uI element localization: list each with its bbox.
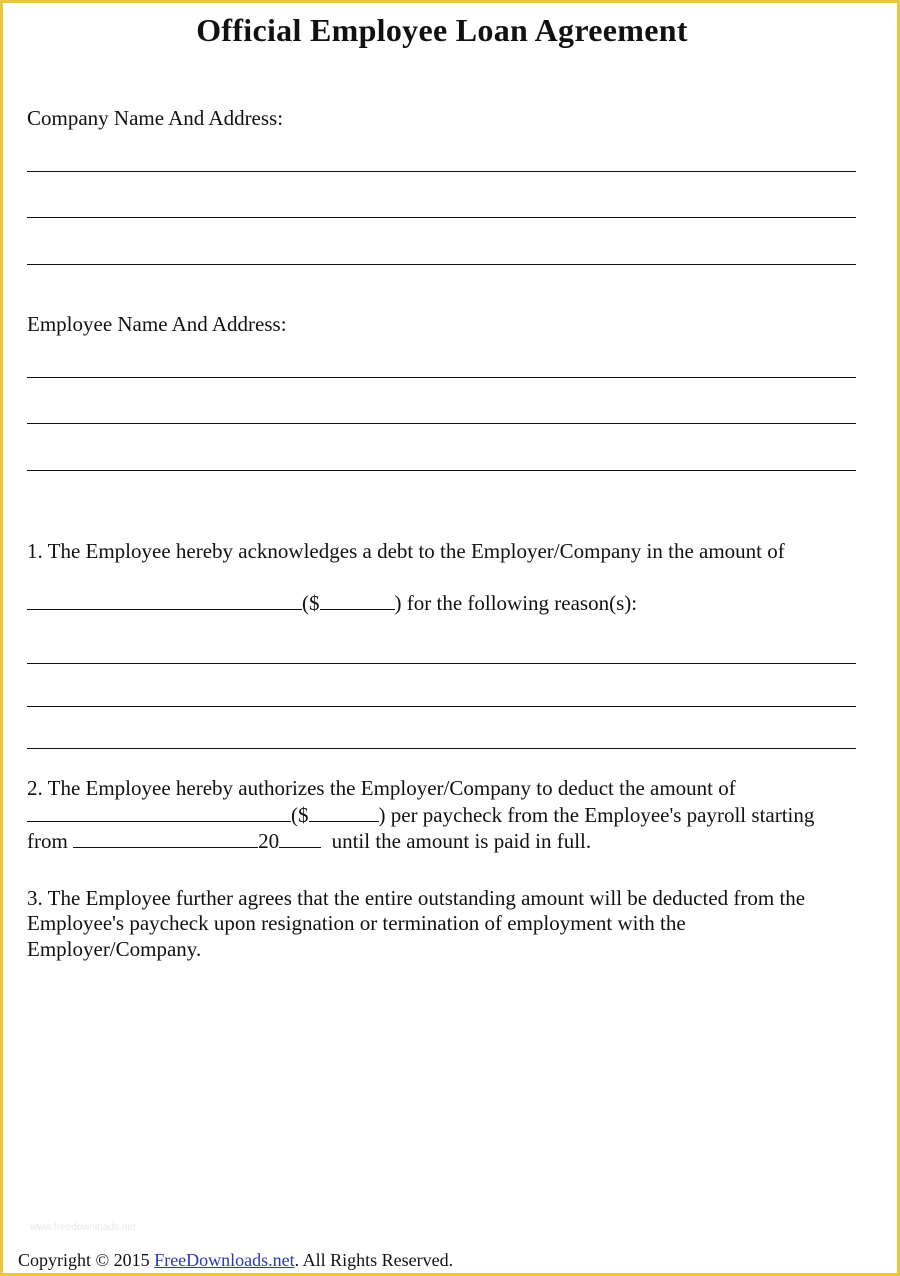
- clause-2-open-paren: ($: [291, 803, 309, 827]
- watermark: www.freedownloads.net: [30, 1222, 136, 1233]
- company-address-line-1[interactable]: [27, 171, 856, 172]
- employee-address-line-1[interactable]: [27, 377, 856, 378]
- clause-2-text: 2. The Employee hereby authorizes the Employer/Company to deduct the amount of: [27, 776, 736, 800]
- clause-2-amount-row: [27, 801, 814, 828]
- company-address-line-2[interactable]: [27, 217, 856, 218]
- clause-3-line-3: Employer/Company.: [27, 937, 202, 961]
- employee-address-line-2[interactable]: [27, 423, 856, 424]
- reason-line-2[interactable]: [27, 706, 856, 707]
- clause-1-close-text: ) for the following reason(s):: [394, 591, 638, 615]
- document-title: Official Employee Loan Agreement: [196, 12, 688, 48]
- year-prefix: 20: [258, 829, 280, 853]
- company-name-address-label: Company Name And Address:: [27, 106, 284, 130]
- clause-1-amount-row: [27, 589, 637, 616]
- copyright-suffix: . All Rights Reserved.: [294, 1250, 454, 1270]
- start-date-blank[interactable]: [73, 827, 258, 848]
- reason-line-1[interactable]: [27, 663, 856, 664]
- clause-2-from-text: from: [27, 829, 68, 853]
- debt-amount-number-blank[interactable]: [320, 589, 395, 610]
- deduction-amount-number-blank[interactable]: [309, 801, 379, 822]
- company-address-line-3[interactable]: [27, 264, 856, 265]
- clause-2-close-text: ) per paycheck from the Employee's payroll starting: [378, 803, 815, 827]
- reason-line-3[interactable]: [27, 748, 856, 749]
- freedownloads-link[interactable]: FreeDownloads.net: [154, 1250, 295, 1270]
- clause-2-date-row: [27, 827, 591, 854]
- employee-name-address-label: Employee Name And Address:: [27, 312, 287, 336]
- clause-3-line-1: 3. The Employee further agrees that the entire outstanding amount will be deducted from the: [27, 886, 806, 910]
- debt-amount-words-blank[interactable]: [27, 589, 302, 610]
- clause-2-until-text: until the amount is paid in full.: [331, 829, 592, 853]
- clause-3-line-2: Employee's paycheck upon resignation or termination of employment with the: [27, 911, 686, 935]
- start-year-blank[interactable]: [279, 827, 321, 848]
- copyright-prefix: Copyright © 2015: [18, 1250, 155, 1270]
- clause-1-open-paren: ($: [302, 591, 320, 615]
- deduction-amount-words-blank[interactable]: [27, 801, 291, 822]
- copyright-footer: [18, 1250, 453, 1271]
- clause-1-text: 1. The Employee hereby acknowledges a debt to the Employer/Company in the amount of: [27, 539, 785, 563]
- employee-address-line-3[interactable]: [27, 470, 856, 471]
